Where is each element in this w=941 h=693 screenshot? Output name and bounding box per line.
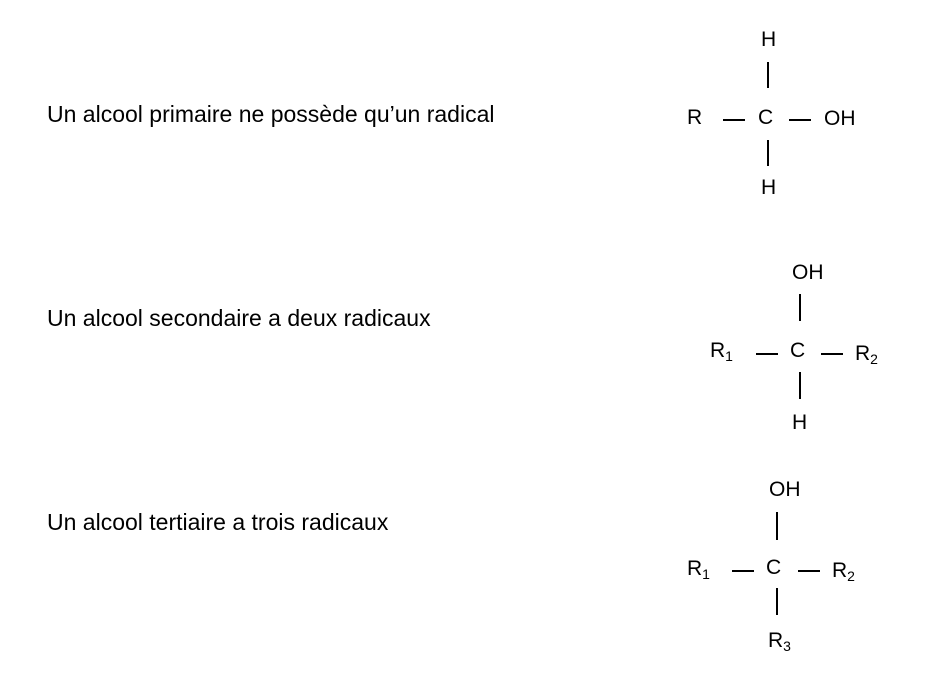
secondary-bottom-atom: H bbox=[792, 411, 808, 434]
primary-left-bond bbox=[723, 119, 745, 121]
secondary-right-bond bbox=[821, 353, 843, 355]
tertiary-left-bond bbox=[732, 570, 754, 572]
primary-center-atom: C bbox=[758, 106, 774, 129]
secondary-top-atom: OH bbox=[792, 261, 824, 284]
secondary-bottom-bond bbox=[799, 372, 801, 399]
primary-right-bond bbox=[789, 119, 811, 121]
primary-top-bond bbox=[767, 62, 769, 88]
tertiary-center-atom: C bbox=[766, 556, 782, 579]
primary-top-atom: H bbox=[761, 28, 777, 51]
tertiary-alcohol-text: Un alcool tertiaire a trois radicaux bbox=[47, 509, 389, 535]
tertiary-right-atom: $R_2$ bbox=[832, 559, 855, 584]
secondary-alcohol-text: Un alcool secondaire a deux radicaux bbox=[47, 305, 431, 331]
secondary-left-bond bbox=[756, 353, 778, 355]
primary-alcohol-text: Un alcool primaire ne possède qu’un radical bbox=[47, 101, 495, 127]
secondary-right-atom: $R_2$ bbox=[855, 342, 878, 367]
tertiary-bottom-bond bbox=[776, 588, 778, 615]
tertiary-right-bond bbox=[798, 570, 820, 572]
secondary-center-atom: C bbox=[790, 339, 806, 362]
tertiary-top-atom: OH bbox=[769, 478, 801, 501]
secondary-top-bond bbox=[799, 294, 801, 321]
primary-bottom-bond bbox=[767, 140, 769, 166]
tertiary-bottom-atom: $R_3$ bbox=[768, 629, 791, 654]
primary-left-atom: R bbox=[687, 106, 703, 129]
primary-bottom-atom: H bbox=[761, 176, 777, 199]
tertiary-top-bond bbox=[776, 512, 778, 540]
secondary-left-atom: $R_1$ bbox=[710, 339, 733, 364]
tertiary-left-atom: $R_1$ bbox=[687, 557, 710, 582]
primary-right-atom: OH bbox=[824, 107, 856, 130]
